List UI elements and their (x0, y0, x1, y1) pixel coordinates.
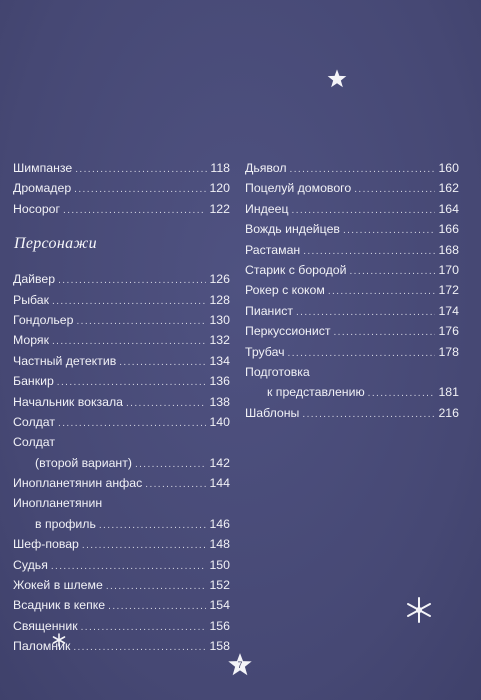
toc-entry-page: 172 (438, 283, 459, 298)
dot-leader (81, 618, 207, 638)
toc-entry (245, 301, 459, 321)
toc-entry-page: 181 (438, 385, 459, 400)
toc-entry (13, 555, 230, 575)
dot-leader (75, 160, 207, 180)
toc-entry-page: 176 (438, 324, 459, 339)
dot-leader (99, 516, 207, 536)
toc-entry-page: 118 (210, 161, 230, 175)
toc-entry (245, 260, 459, 280)
toc-entry-page: 216 (438, 405, 459, 420)
dot-leader (354, 180, 435, 200)
toc-entry-title: Паломник (13, 639, 71, 654)
toc-entry (245, 219, 459, 239)
toc-section-list (13, 269, 230, 656)
page-number: 7 (237, 660, 243, 670)
dot-leader (76, 312, 206, 332)
toc-entry-title: Индеец (245, 201, 289, 216)
toc-entry-title: Дьявол (245, 161, 287, 175)
toc-top-list (13, 158, 230, 219)
toc-entry (13, 616, 230, 636)
toc-entry-page: 140 (209, 414, 230, 429)
toc-entry-title: Солдат (13, 414, 56, 429)
toc-entry (13, 269, 230, 289)
toc-entry-title: Поцелуй домового (245, 181, 352, 196)
toc-entry-page: 160 (438, 161, 459, 175)
sparkle-icon (405, 596, 433, 624)
dot-leader (368, 384, 436, 404)
toc-entry (245, 342, 459, 362)
toc-entry-title: Вождь индейцев (245, 222, 340, 237)
dot-leader (63, 201, 206, 221)
toc-entry (13, 636, 230, 656)
toc-entry (245, 403, 459, 423)
dot-leader (82, 536, 207, 556)
toc-entry-title: Шеф-повар (13, 537, 79, 552)
dot-leader (328, 282, 436, 302)
toc-entry (245, 362, 459, 382)
toc-entry (245, 240, 459, 260)
toc-entry-title: Шаблоны (245, 405, 300, 420)
toc-entry-title: Носорог (13, 201, 61, 216)
toc-entry (13, 595, 230, 615)
toc-entry-page: 152 (209, 578, 230, 593)
toc-entry-page: 166 (438, 222, 459, 237)
toc-entry (245, 178, 459, 198)
toc-entry-title: Шимпанзе (13, 161, 73, 175)
toc-entry-page: 174 (438, 303, 459, 318)
dot-leader (57, 373, 207, 393)
toc-entry-page: 170 (438, 262, 459, 277)
toc-entry (13, 534, 230, 554)
toc-entry (13, 514, 230, 534)
dot-leader (303, 242, 435, 262)
toc-entry-title: Частный детектив (13, 353, 117, 368)
toc-entry-page: 142 (209, 455, 230, 470)
toc-entry-page: 138 (209, 394, 230, 409)
toc-entry (13, 473, 230, 493)
toc-entry-title: Дромадер (13, 181, 72, 196)
toc-entry-page: 148 (209, 537, 230, 552)
dot-leader (52, 292, 206, 312)
toc-entry-page: 120 (209, 181, 230, 196)
toc-entry-title: Старик с бородой (245, 262, 347, 277)
toc-entry-title: Банкир (13, 374, 54, 389)
toc-entry-title: (второй вариант) (35, 455, 132, 470)
toc-entry (13, 371, 230, 391)
toc-entry-title: Инопланетянин анфас (13, 476, 143, 491)
toc-entry-page: 132 (209, 333, 230, 348)
toc-entry-page: 136 (209, 374, 230, 389)
toc-entry-title: к представлению (267, 385, 365, 400)
dot-leader (74, 180, 206, 200)
toc-entry (13, 290, 230, 310)
toc-entry (13, 493, 230, 513)
toc-entry-title: Пианист (245, 303, 293, 318)
toc-entry (13, 178, 230, 198)
toc-entry-title: Начальник вокзала (13, 394, 123, 409)
dot-leader (51, 557, 207, 577)
toc-entry-title: Судья (13, 557, 48, 572)
toc-entry-page: 134 (209, 353, 230, 368)
dot-leader (58, 271, 206, 291)
dot-leader (108, 597, 206, 617)
toc-entry-page: 156 (209, 618, 230, 633)
dot-leader (292, 201, 436, 221)
toc-entry-title: Всадник в кепке (13, 598, 106, 613)
dot-leader (145, 475, 206, 495)
toc-entry-title: Гондольер (13, 312, 74, 327)
dot-leader (290, 160, 436, 180)
toc-entry-title: Растаман (245, 242, 301, 257)
toc-entry (13, 158, 230, 178)
toc-entry (13, 575, 230, 595)
toc-entry-title: Дайвер (13, 272, 56, 287)
dot-leader (126, 394, 206, 414)
toc-entry (245, 382, 459, 402)
section-heading: Персонажи (14, 235, 97, 253)
dot-leader (135, 455, 207, 475)
toc-entry-page: 164 (438, 201, 459, 216)
dot-leader (52, 332, 207, 352)
toc-entry (13, 453, 230, 473)
toc-entry-page: 162 (438, 181, 459, 196)
toc-entry-title: Перкуссионист (245, 324, 331, 339)
dot-leader (349, 262, 435, 282)
toc-section-list (245, 158, 459, 423)
toc-left-column (13, 158, 230, 657)
toc-entry-page: 128 (209, 292, 230, 307)
toc-entry-page: 144 (209, 476, 230, 491)
star-icon (326, 68, 348, 90)
toc-entry-page: 178 (438, 344, 459, 359)
toc-entry-page: 154 (209, 598, 230, 613)
toc-entry-page: 126 (209, 272, 230, 287)
toc-entry (245, 199, 459, 219)
toc-entry (245, 321, 459, 341)
toc-entry (13, 199, 230, 219)
dot-leader (119, 353, 206, 373)
toc-entry (13, 432, 230, 452)
dot-leader (334, 323, 436, 343)
toc-entry (13, 351, 230, 371)
toc-entry (245, 280, 459, 300)
toc-entry-title: Моряк (13, 333, 49, 348)
toc-entry (245, 158, 459, 178)
dot-leader (106, 577, 207, 597)
toc-entry-title: Рокер с коком (245, 283, 325, 298)
toc-entry-page: 168 (438, 242, 459, 257)
toc-entry-title: Рыбак (13, 292, 50, 307)
toc-entry (13, 330, 230, 350)
toc-entry-page: 150 (209, 557, 230, 572)
dot-leader (288, 344, 436, 364)
toc-entry-page: 130 (209, 312, 230, 327)
toc-entry-title: Трубач (245, 344, 285, 359)
toc-entry-page: 158 (209, 639, 230, 654)
toc-entry-title: Подготовка (245, 364, 310, 379)
toc-entry-page: 122 (209, 201, 230, 216)
toc-entry (13, 392, 230, 412)
toc-entry (13, 412, 230, 432)
toc-entry-title: Священник (13, 618, 78, 633)
toc-entry-title: Инопланетянин (13, 496, 103, 511)
dot-leader (58, 414, 206, 434)
toc-entry-title: Солдат (13, 435, 56, 450)
dot-leader (296, 303, 435, 323)
toc-entry-page: 146 (209, 516, 230, 531)
toc-entry (13, 310, 230, 330)
dot-leader (343, 221, 436, 241)
dot-leader (73, 638, 206, 658)
toc-entry-title: Жокей в шлеме (13, 578, 103, 593)
toc-right-column (245, 158, 459, 423)
toc-entry-title: в профиль (35, 516, 96, 531)
dot-leader (302, 405, 435, 425)
